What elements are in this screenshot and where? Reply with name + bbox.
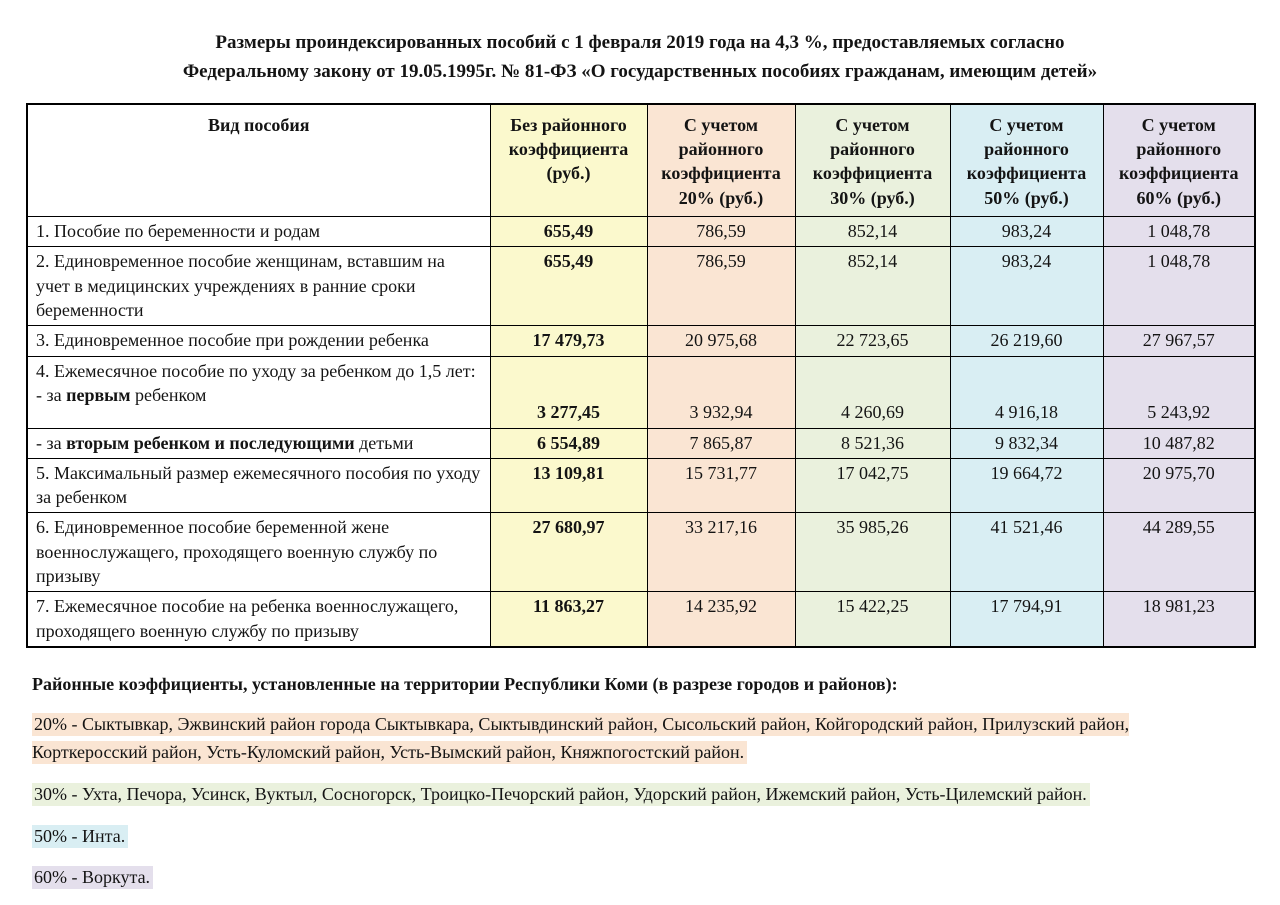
benefit-value-cell: 41 521,46 — [950, 513, 1103, 592]
table-row — [27, 356, 1255, 428]
column-header-benefit-type: Вид пособия — [27, 104, 490, 217]
coefficient-item-highlight: 30% - Ухта, Печора, Усинск, Вуктыл, Сосногорск, Троицко-Печорский район, Удорский район, Ижемский район, Усть-Цилемский район. — [32, 783, 1090, 806]
benefit-value-cell: 4 260,69 — [795, 356, 950, 428]
benefit-name-text: 3. Единовременное пособие при рождении ребенка — [36, 330, 429, 351]
benefit-name-text: ребенком — [130, 384, 207, 405]
benefit-value-cell: 15 731,77 — [647, 458, 795, 513]
benefit-value-cell: 19 664,72 — [950, 458, 1103, 513]
table-row — [27, 428, 1255, 458]
benefit-value-cell: 852,14 — [795, 217, 950, 247]
benefit-value-cell: 14 235,92 — [647, 592, 795, 647]
table-row — [27, 458, 1255, 513]
benefit-value-cell: 983,24 — [950, 217, 1103, 247]
benefit-value-cell: 1 048,78 — [1103, 247, 1255, 326]
benefit-name-cell — [27, 458, 490, 513]
benefit-value-cell: 852,14 — [795, 247, 950, 326]
benefit-name-text: 7. Ежемесячное пособие на ребенка военнослужащего, проходящего военную службу по призыву — [36, 596, 459, 641]
benefit-value-cell: 9 832,34 — [950, 428, 1103, 458]
table-row — [27, 217, 1255, 247]
benefit-value-cell: 22 723,65 — [795, 326, 950, 356]
benefit-value-cell: 5 243,92 — [1103, 356, 1255, 428]
benefit-value-cell: 20 975,68 — [647, 326, 795, 356]
benefit-value-cell: 983,24 — [950, 247, 1103, 326]
benefit-value-cell: 3 932,94 — [647, 356, 795, 428]
benefit-name-text: - за — [36, 432, 67, 453]
benefit-value-cell: 17 042,75 — [795, 458, 950, 513]
coefficient-item — [32, 781, 1248, 809]
benefit-value-cell: 44 289,55 — [1103, 513, 1255, 592]
benefit-value-cell: 10 487,82 — [1103, 428, 1255, 458]
table-row — [27, 592, 1255, 647]
benefit-value-cell: 1 048,78 — [1103, 217, 1255, 247]
benefit-value-cell: 20 975,70 — [1103, 458, 1255, 513]
benefit-value-cell: 13 109,81 — [490, 458, 647, 513]
coefficient-list — [26, 711, 1254, 892]
benefit-value-cell: 786,59 — [647, 217, 795, 247]
benefit-name-text: - за — [36, 384, 67, 405]
coefficients-heading: Районные коэффициенты, установленные на территории Республики Коми (в разрезе городов и районов): — [32, 673, 898, 694]
coefficient-item-highlight: 20% - Сыктывкар, Эжвинский район города Сыктывкара, Сыктывдинский район, Сысольский район, Койгородский район, Прилузский район, Корткеросский район, Усть-Куломский район, Усть-Вымский район, Княжпогостский район. — [32, 713, 1130, 762]
benefit-value-cell: 655,49 — [490, 247, 647, 326]
benefit-name-text: 6. Единовременное пособие беременной жене военнослужащего, проходящего военную службу по призыву — [36, 517, 438, 587]
table-row — [27, 326, 1255, 356]
document-title-line2: Федеральному закону от 19.05.1995г. № 81-ФЗ «О государственных пособиях гражданам, имеющим детей» — [182, 61, 1098, 83]
benefit-value-cell: 3 277,45 — [490, 356, 647, 428]
benefit-value-cell: 17 794,91 — [950, 592, 1103, 647]
benefit-value-cell: 4 916,18 — [950, 356, 1103, 428]
benefit-value-cell: 18 981,23 — [1103, 592, 1255, 647]
benefits-table-body — [27, 217, 1255, 647]
coefficient-item-highlight: 50% - Инта. — [32, 825, 128, 848]
column-header-no-coefficient: Без районного коэффициента (руб.) — [490, 104, 647, 217]
benefit-value-cell: 6 554,89 — [490, 428, 647, 458]
benefit-name-cell — [27, 428, 490, 458]
benefit-value-cell: 7 865,87 — [647, 428, 795, 458]
benefit-name-cell — [27, 326, 490, 356]
column-header-coefficient-20: С учетом районного коэффициента 20% (руб.) — [647, 104, 795, 217]
column-header-coefficient-30: С учетом районного коэффициента 30% (руб.) — [795, 104, 950, 217]
benefit-value-cell: 11 863,27 — [490, 592, 647, 647]
benefit-name-cell — [27, 513, 490, 592]
column-header-coefficient-60: С учетом районного коэффициента 60% (руб.) — [1103, 104, 1255, 217]
benefit-name-text: 1. Пособие по беременности и родам — [36, 221, 320, 242]
benefit-name-text: детьми — [354, 432, 414, 453]
coefficient-item — [32, 864, 1248, 892]
benefit-name-text: 5. Максимальный размер ежемесячного пособия по уходу за ребенком — [36, 462, 481, 508]
benefit-value-cell: 786,59 — [647, 247, 795, 326]
benefits-table — [26, 103, 1256, 648]
benefit-value-cell: 26 219,60 — [950, 326, 1103, 356]
table-row — [27, 247, 1255, 326]
benefit-value-cell: 27 680,97 — [490, 513, 647, 592]
benefit-value-cell: 15 422,25 — [795, 592, 950, 647]
benefit-name-text: 4. Ежемесячное пособие по уходу за ребенком до 1,5 лет: — [36, 360, 476, 381]
benefit-value-cell: 27 967,57 — [1103, 326, 1255, 356]
column-header-coefficient-50: С учетом районного коэффициента 50% (руб.) — [950, 104, 1103, 217]
benefit-name-bold-text: первым — [66, 384, 131, 405]
coefficient-item — [32, 711, 1248, 767]
coefficient-item — [32, 823, 1248, 851]
benefit-name-cell — [27, 592, 490, 647]
benefit-value-cell: 655,49 — [490, 217, 647, 247]
header-row — [27, 104, 1255, 217]
benefit-name-cell — [27, 217, 490, 247]
benefit-value-cell: 17 479,73 — [490, 326, 647, 356]
document-title-line1: Размеры проиндексированных пособий с 1 февраля 2019 года на 4,3 %, предоставляемых согласно — [215, 32, 1065, 53]
table-row — [27, 513, 1255, 592]
benefit-name-bold-text: вторым ребенком и последующими — [66, 432, 355, 453]
benefit-name-cell — [27, 356, 490, 428]
benefit-name-cell — [27, 247, 490, 326]
document-title — [66, 28, 1214, 87]
coefficient-item-highlight: 60% - Воркута. — [32, 866, 153, 889]
benefit-value-cell: 35 985,26 — [795, 513, 950, 592]
benefit-value-cell: 8 521,36 — [795, 428, 950, 458]
benefits-table-header — [27, 104, 1255, 217]
benefit-value-cell: 33 217,16 — [647, 513, 795, 592]
benefit-name-text: 2. Единовременное пособие женщинам, вставшим на учет в медицинских учреждениях в ранние сроки беременности — [36, 251, 445, 320]
